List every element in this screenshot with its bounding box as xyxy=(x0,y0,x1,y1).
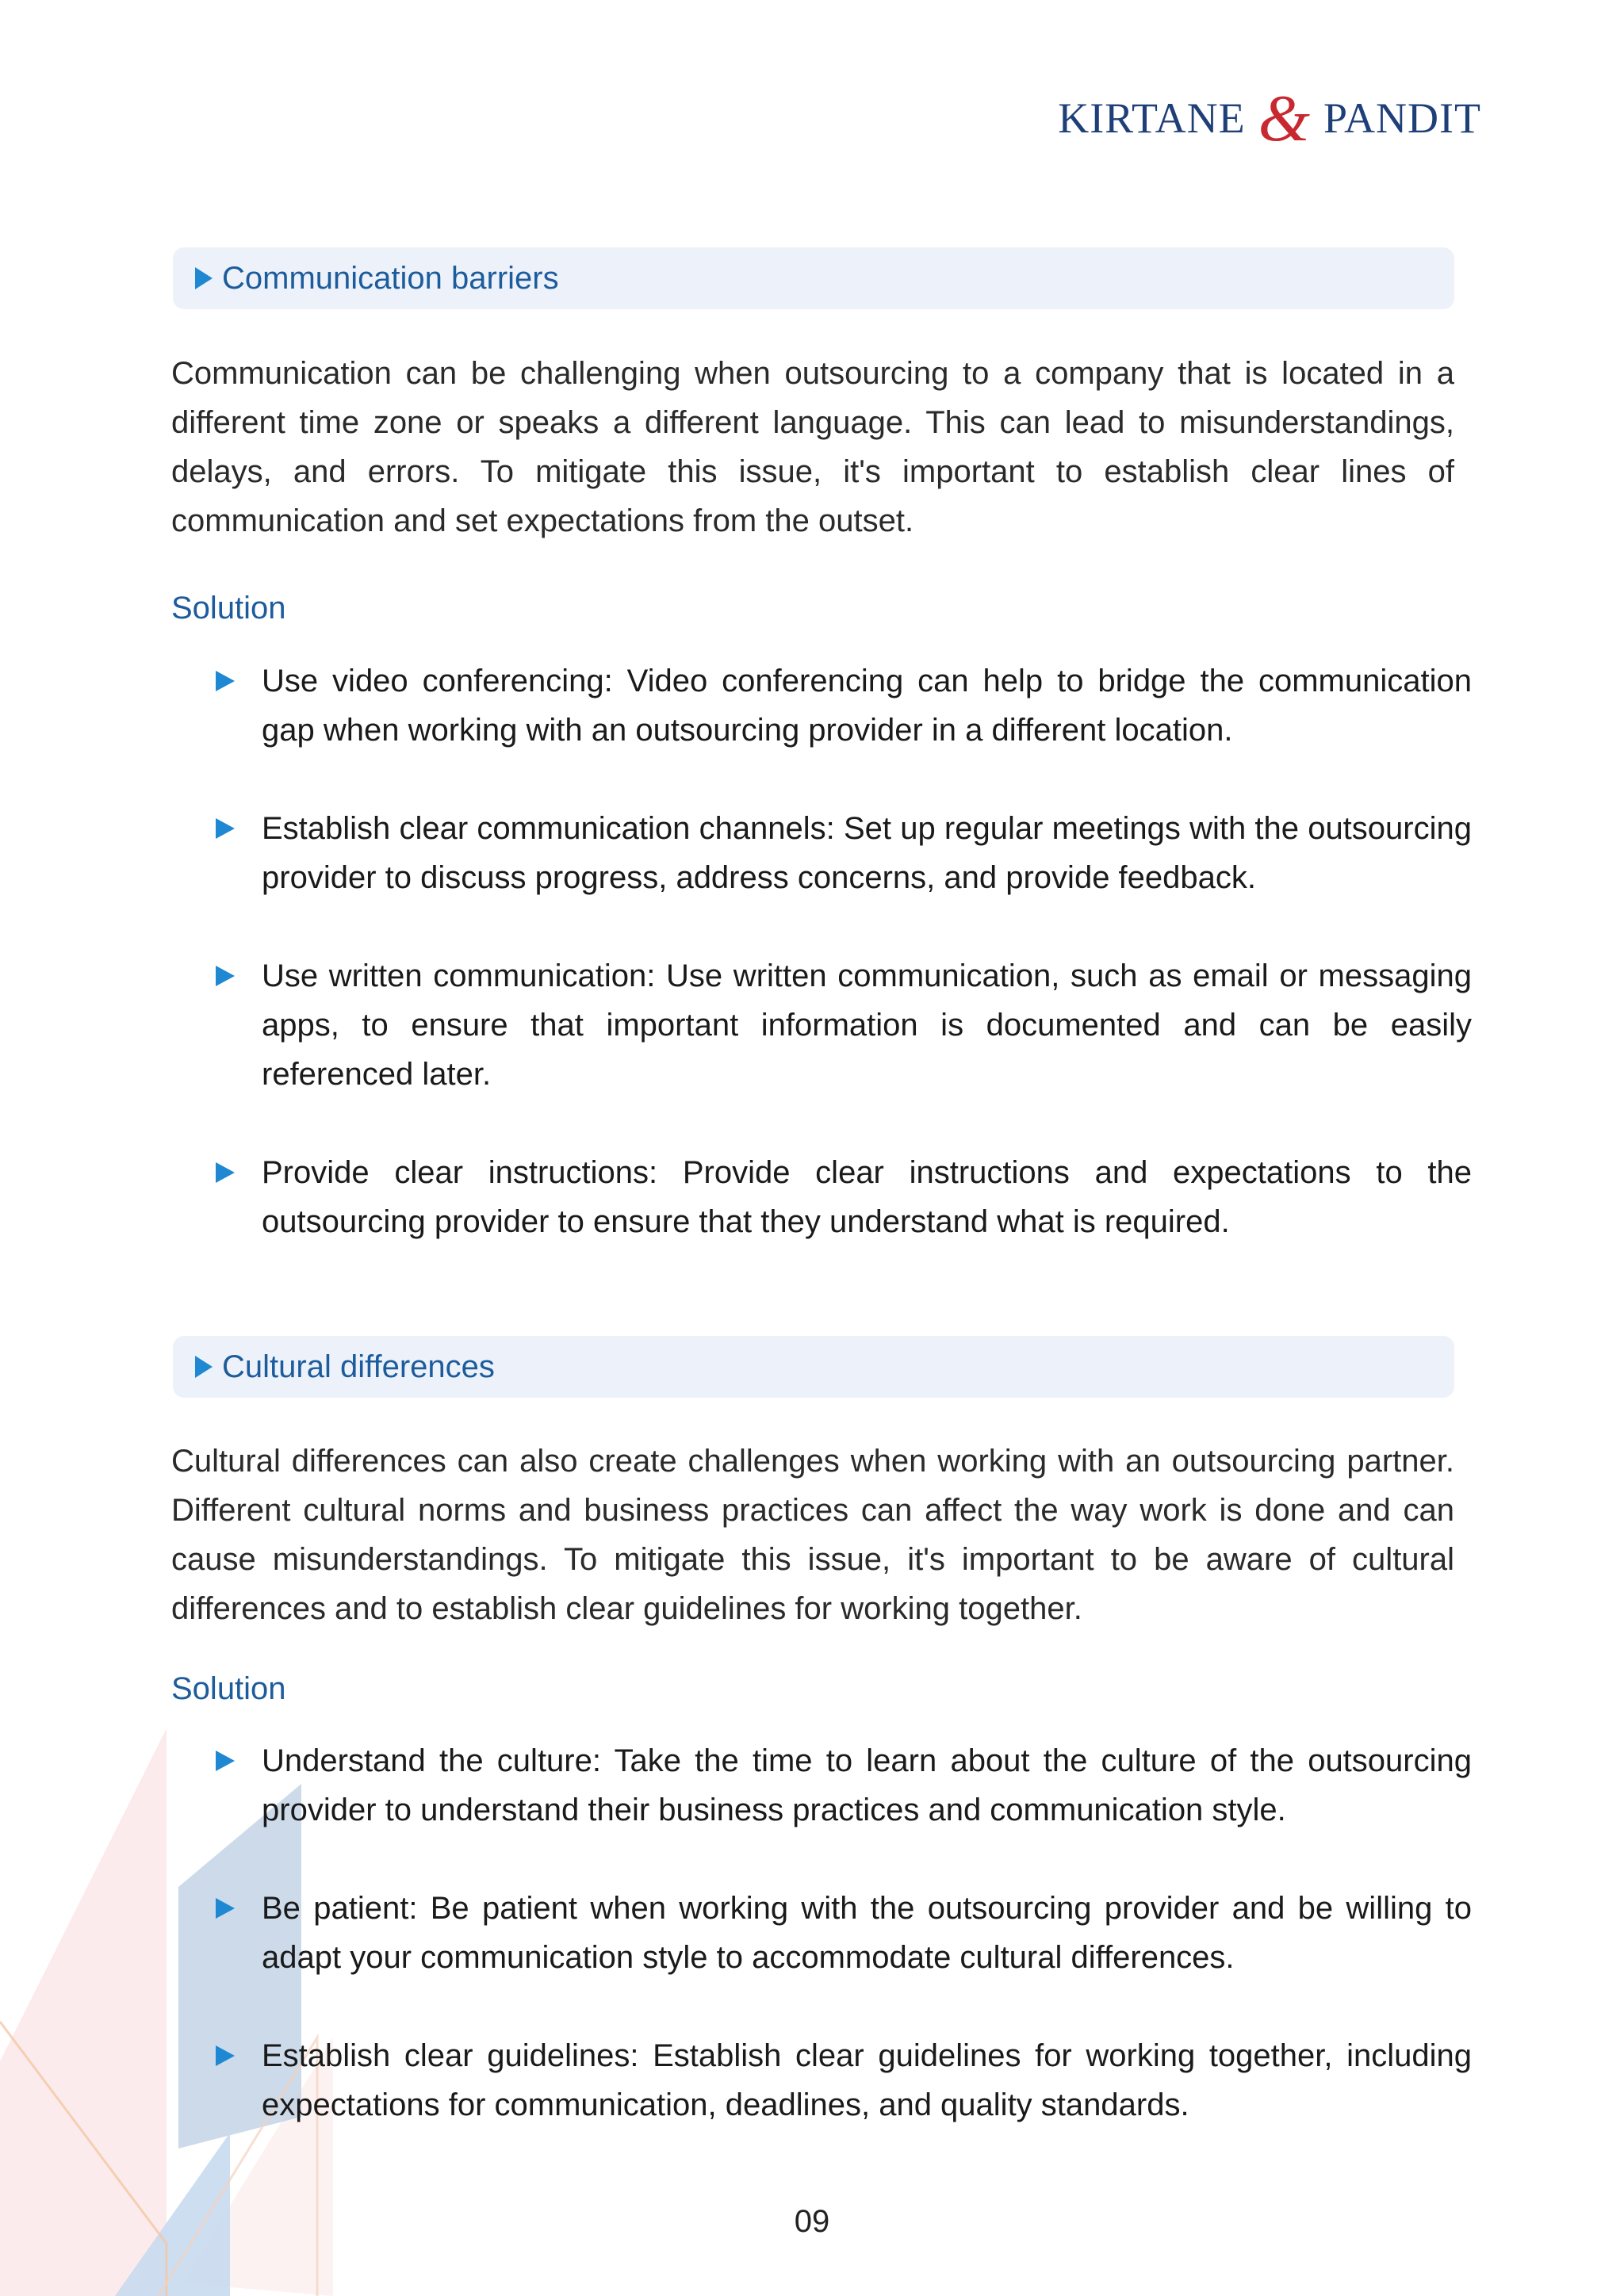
section-title: Communication barriers xyxy=(222,260,559,296)
solution-label: Solution xyxy=(171,591,286,626)
list-item xyxy=(216,1736,1472,1835)
list-item xyxy=(216,1148,1472,1246)
bullet-arrow-icon xyxy=(216,818,235,839)
page-number: 09 xyxy=(794,2204,830,2239)
list-item xyxy=(216,804,1472,902)
list-item-text: Use video conferencing: Video conferencing can help to bridge the communication gap when working with an outsourcing provider in a different location. xyxy=(262,664,1472,748)
arrow-right-icon xyxy=(195,1356,213,1378)
logo-word-right: PANDIT xyxy=(1323,94,1481,142)
section-title: Cultural differences xyxy=(222,1349,495,1384)
section-paragraph: Cultural differences can also create challenges when working with an outsourcing partner. Different cultural norms and business practices can affect the way work is done and can cause misunderstandings. To mitigate this issue, it's important to be aware of cultural differences and to establish clear guidelines for working together. xyxy=(171,1444,1454,1626)
bullet-arrow-icon xyxy=(216,1898,235,1919)
list-item-text: Establish clear guidelines: Establish clear guidelines for working together, including expectations for communication, deadlines, and quality standards. xyxy=(262,2038,1472,2122)
bullet-arrow-icon xyxy=(216,2045,235,2066)
bullet-arrow-icon xyxy=(216,1751,235,1771)
arrow-right-icon xyxy=(195,267,213,289)
bullet-arrow-icon xyxy=(216,671,235,691)
list-item-text: Establish clear communication channels: Set up regular meetings with the outsourcing provider to discuss progress, address concerns, and provide feedback. xyxy=(262,811,1472,895)
list-item xyxy=(216,2031,1472,2130)
list-item-text: Understand the culture: Take the time to learn about the culture of the outsourcing provider to understand their business practices and communication style. xyxy=(262,1743,1472,1827)
company-logo xyxy=(1058,82,1481,156)
list-item xyxy=(216,1884,1472,1982)
logo-ampersand: & xyxy=(1258,82,1311,156)
section-header-communication xyxy=(173,247,1454,309)
section-header-cultural xyxy=(173,1336,1454,1398)
solution-label: Solution xyxy=(171,1671,286,1706)
bullet-arrow-icon xyxy=(216,1162,235,1183)
bullet-arrow-icon xyxy=(216,966,235,986)
list-item-text: Provide clear instructions: Provide clear instructions and expectations to the outsourcing provider to ensure that they understand what is required. xyxy=(262,1155,1472,1239)
list-item-text: Use written communication: Use written communication, such as email or messaging apps, to ensure that important information is documented and can be easily referenced later. xyxy=(262,959,1472,1092)
list-item-text: Be patient: Be patient when working with the outsourcing provider and be willing to adapt your communication style to accommodate cultural differences. xyxy=(262,1891,1472,1975)
list-item xyxy=(216,951,1472,1099)
list-item xyxy=(216,656,1472,755)
section-paragraph: Communication can be challenging when outsourcing to a company that is located in a different time zone or speaks a different language. This can lead to misunderstandings, delays, and errors. To mitigate this issue, it's important to establish clear lines of communication and set expectations from the outset. xyxy=(171,356,1454,538)
logo-word-left: KIRTANE xyxy=(1058,94,1246,142)
